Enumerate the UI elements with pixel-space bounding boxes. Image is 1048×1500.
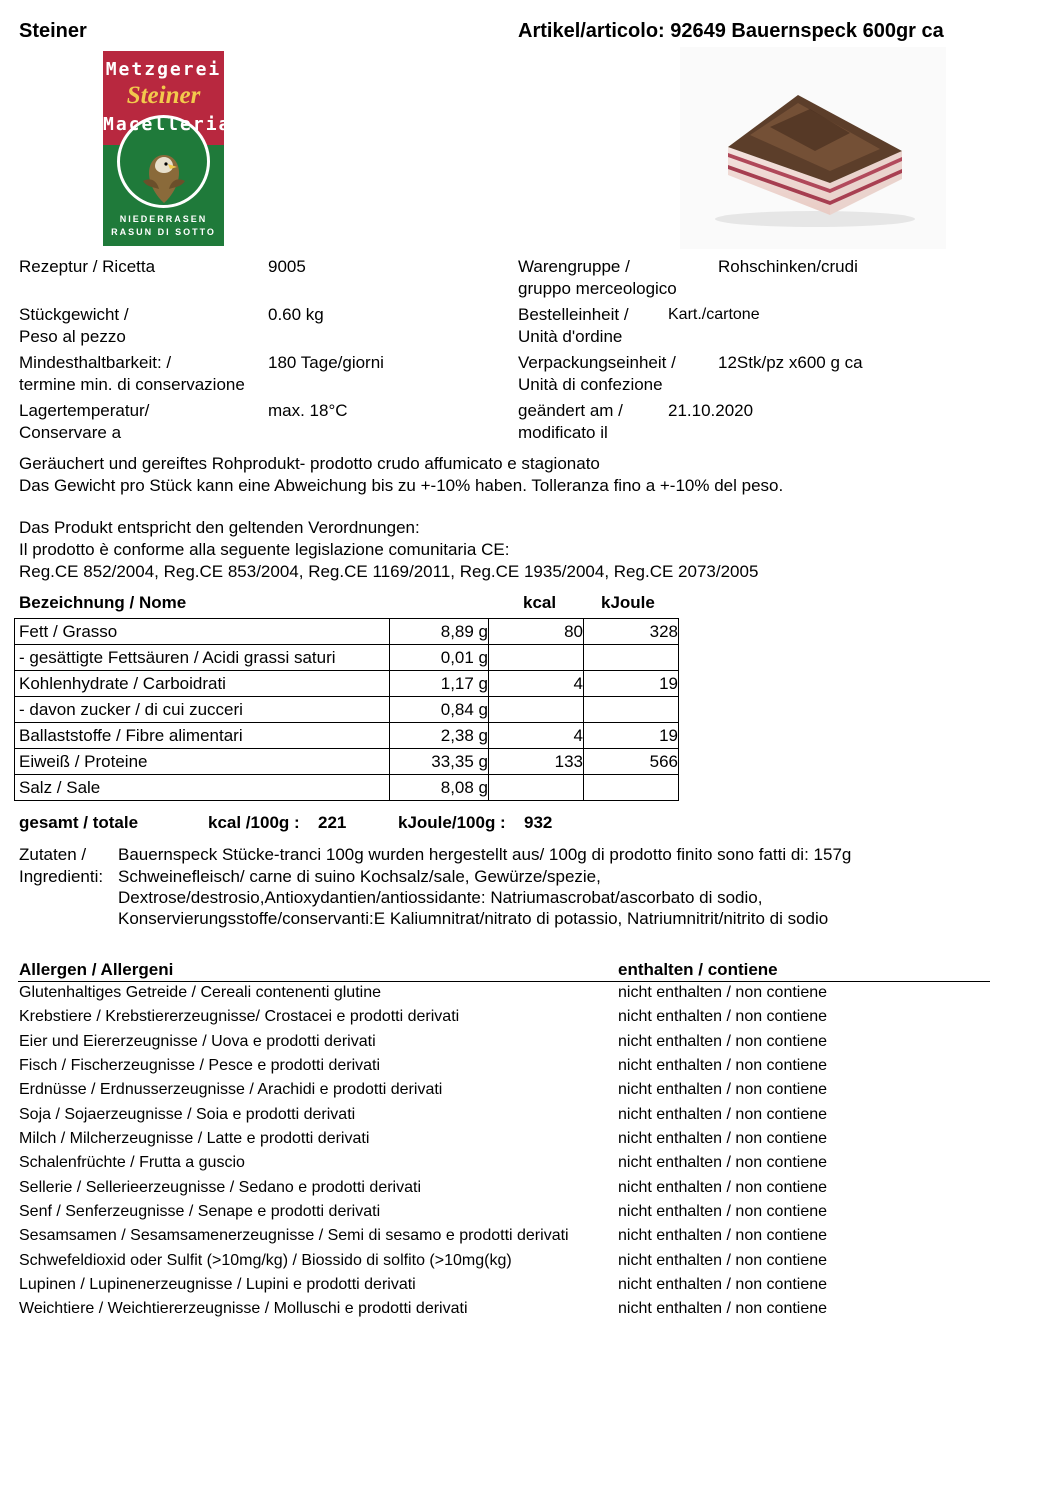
ingredients-label-de: Zutaten / — [19, 845, 87, 864]
allergens-divider — [18, 981, 990, 982]
nutrient-kj: 19 — [584, 723, 679, 749]
allergen-name: Senf / Senferzeugnisse / Senape e prodotti derivati — [19, 1203, 381, 1220]
brand-name: Steiner — [19, 20, 87, 42]
allergen-status: nicht enthalten / non contiene — [618, 1252, 828, 1269]
nutrient-kj — [584, 775, 679, 801]
nutrition-header-kj: kJoule — [601, 593, 655, 612]
allergen-status: nicht enthalten / non contiene — [618, 1106, 828, 1123]
description-line3: Das Produkt entspricht den geltenden Verordnungen: — [19, 518, 420, 537]
total-kcal-label: kcal /100g : — [208, 813, 300, 832]
allergen-status: nicht enthalten / non contiene — [618, 1179, 828, 1196]
table-row — [15, 749, 679, 775]
nutrient-kcal: 80 — [489, 619, 584, 645]
table-row — [15, 723, 679, 749]
allergen-row — [19, 1203, 828, 1221]
description-line4: Il prodotto è conforme alla seguente legislazione comunitaria CE: — [19, 540, 510, 559]
nutrition-header-name: Bezeichnung / Nome — [19, 593, 187, 612]
ingredients-line2: Schweinefleisch/ carne di suino Kochsalz/sale, Gewürze/spezie, — [118, 867, 601, 886]
allergen-name: Sesamsamen / Sesamsamenerzeugnisse / Semi di sesamo e prodotti derivati — [19, 1227, 569, 1244]
allergen-row — [19, 1154, 828, 1172]
nutrient-amount: 33,35 g — [390, 749, 489, 775]
allergen-status: nicht enthalten / non contiene — [618, 984, 828, 1001]
nutrient-kj — [584, 697, 679, 723]
nutrient-kcal: 133 — [489, 749, 584, 775]
nutrient-amount: 2,38 g — [390, 723, 489, 749]
allergen-name: Glutenhaltiges Getreide / Cereali contenenti glutine — [19, 984, 381, 1001]
allergens-header-status: enthalten / contiene — [618, 960, 778, 979]
nutrient-amount: 1,17 g — [390, 671, 489, 697]
ingredients-label-it: Ingredienti: — [19, 867, 104, 886]
allergen-name: Weichtiere / Weichtiererzeugnisse / Molluschi e prodotti derivati — [19, 1300, 468, 1317]
spec-bestell-label-de: Bestelleinheit / — [518, 305, 629, 324]
spec-waren-label-de: Warengruppe / — [518, 257, 630, 276]
allergen-row — [19, 1276, 828, 1294]
allergen-row — [19, 1252, 828, 1270]
spec-lager-label-it: Conservare a — [19, 423, 122, 442]
nutrient-kj: 19 — [584, 671, 679, 697]
nutrition-header-kcal: kcal — [523, 593, 557, 612]
nutrient-kcal — [489, 775, 584, 801]
nutrient-amount: 8,08 g — [390, 775, 489, 801]
table-row — [15, 697, 679, 723]
spec-rezeptur-value: 9005 — [268, 257, 306, 276]
nutrient-name: Fett / Grasso — [15, 619, 390, 645]
nutrient-name: Kohlenhydrate / Carboidrati — [15, 671, 390, 697]
total-label: gesamt / totale — [19, 813, 139, 832]
allergen-name: Milch / Milcherzeugnisse / Latte e prodotti derivati — [19, 1130, 370, 1147]
spec-lager-label-de: Lagertemperatur/ — [19, 401, 150, 420]
total-kcal-value: 221 — [318, 813, 347, 832]
allergen-status: nicht enthalten / non contiene — [618, 1154, 828, 1171]
allergen-name: Lupinen / Lupinenerzeugnisse / Lupini e prodotti derivati — [19, 1276, 416, 1293]
spec-geaendert-label-de: geändert am / — [518, 401, 623, 420]
spec-mhd-label-it: termine min. di conservazione — [19, 375, 245, 394]
spec-stueck-label-it: Peso al pezzo — [19, 327, 126, 346]
allergen-status: nicht enthalten / non contiene — [618, 1300, 828, 1317]
table-row — [15, 645, 679, 671]
spec-mhd-label-de: Mindesthaltbarkeit: / — [19, 353, 172, 372]
description-line5: Reg.CE 852/2004, Reg.CE 853/2004, Reg.CE 1169/2011, Reg.CE 1935/2004, Reg.CE 2073/2005 — [19, 562, 759, 581]
spec-geaendert-value: 21.10.2020 — [668, 401, 754, 420]
spec-stueck-value: 0.60 kg — [268, 305, 324, 324]
logo-line3: Macelleria — [103, 114, 232, 135]
allergen-status: nicht enthalten / non contiene — [618, 1130, 828, 1147]
spec-geaendert-label-it: modificato il — [518, 423, 608, 442]
spec-waren-value: Rohschinken/crudi — [718, 257, 858, 276]
allergen-row — [19, 1106, 828, 1124]
allergen-status: nicht enthalten / non contiene — [618, 1008, 828, 1025]
nutrient-kcal: 4 — [489, 723, 584, 749]
spec-bestell-value: Kart./cartone — [668, 306, 760, 323]
total-kj-label: kJoule/100g : — [398, 813, 506, 832]
allergen-name: Soja / Sojaerzeugnisse / Soia e prodotti derivati — [19, 1106, 356, 1123]
nutrient-name: Eiweiß / Proteine — [15, 749, 390, 775]
allergen-name: Eier und Eiererzeugnisse / Uova e prodotti derivati — [19, 1033, 376, 1050]
allergen-row — [19, 1057, 828, 1075]
allergen-name: Erdnüsse / Erdnusserzeugnisse / Arachidi e prodotti derivati — [19, 1081, 443, 1098]
nutrient-name: - davon zucker / di cui zucceri — [15, 697, 390, 723]
table-row — [15, 775, 679, 801]
description-line2: Das Gewicht pro Stück kann eine Abweichung bis zu +-10% haben. Tolleranza fino a +-10% del peso. — [19, 476, 784, 495]
ingredients-line4: Konservierungsstoffe/conservanti:E Kaliumnitrat/nitrato di potassio, Natriumnitrit/nitrito di sodio — [118, 909, 829, 928]
logo-line1: Metzgerei — [105, 59, 222, 80]
allergen-name: Fisch / Fischerzeugnisse / Pesce e prodotti derivati — [19, 1057, 381, 1074]
table-row — [15, 671, 679, 697]
nutrient-kcal — [489, 697, 584, 723]
allergen-row — [19, 1081, 828, 1099]
company-logo — [103, 51, 232, 246]
nutrient-kj: 328 — [584, 619, 679, 645]
nutrient-name: Ballaststoffe / Fibre alimentari — [15, 723, 390, 749]
logo-line5: RASUN DI SOTTO — [111, 227, 216, 237]
allergen-row — [19, 1179, 828, 1197]
spec-stueck-label-de: Stückgewicht / — [19, 305, 129, 324]
nutrient-name: - gesättigte Fettsäuren / Acidi grassi saturi — [15, 645, 390, 671]
logo-line2: Steiner — [126, 82, 201, 109]
product-photo — [680, 47, 946, 249]
allergen-status: nicht enthalten / non contiene — [618, 1203, 828, 1220]
nutrition-table — [14, 618, 679, 801]
allergen-row — [19, 1130, 828, 1148]
allergen-name: Sellerie / Sellerieerzeugnisse / Sedano e prodotti derivati — [19, 1179, 422, 1196]
allergen-row — [19, 1300, 828, 1318]
spec-bestell-label-it: Unità d'ordine — [518, 327, 623, 346]
allergen-status: nicht enthalten / non contiene — [618, 1057, 828, 1074]
nutrient-name: Salz / Sale — [15, 775, 390, 801]
allergen-row — [19, 984, 828, 1002]
allergen-row — [19, 1033, 828, 1051]
spec-verpack-label-de: Verpackungseinheit / — [518, 353, 676, 372]
allergen-name: Schalenfrüchte / Frutta a guscio — [19, 1154, 245, 1171]
spec-waren-label-it: gruppo merceologico — [518, 279, 677, 298]
spec-lager-value: max. 18°C — [268, 401, 348, 420]
nutrient-amount: 0,01 g — [390, 645, 489, 671]
spec-mhd-value: 180 Tage/giorni — [268, 353, 384, 372]
eagle-icon — [137, 151, 191, 207]
ingredients-line3: Dextrose/destrosio,Antioxydantien/antiossidante: Natriumascrobat/ascorbato di sodio, — [118, 888, 763, 907]
allergen-status: nicht enthalten / non contiene — [618, 1033, 828, 1050]
nutrient-kj: 566 — [584, 749, 679, 775]
description-line1: Geräuchert und gereiftes Rohprodukt- prodotto crudo affumicato e stagionato — [19, 454, 600, 473]
allergen-row — [19, 1227, 828, 1245]
nutrient-kcal: 4 — [489, 671, 584, 697]
allergen-status: nicht enthalten / non contiene — [618, 1081, 828, 1098]
spec-verpack-value: 12Stk/pz x600 g ca — [718, 353, 863, 372]
spec-verpack-label-it: Unità di confezione — [518, 375, 663, 394]
nutrient-kj — [584, 645, 679, 671]
nutrient-kcal — [489, 645, 584, 671]
table-row — [15, 619, 679, 645]
allergen-name: Krebstiere / Krebstiererzeugnisse/ Crostacei e prodotti derivati — [19, 1008, 460, 1025]
allergen-status: nicht enthalten / non contiene — [618, 1227, 828, 1244]
logo-line4: NIEDERRASEN — [119, 214, 208, 224]
allergen-name: Schwefeldioxid oder Sulfit (>10mg/kg) / Biossido di solfito (>10mg(kg) — [19, 1252, 512, 1269]
allergen-status: nicht enthalten / non contiene — [618, 1276, 828, 1293]
article-title: Artikel/articolo: 92649 Bauernspeck 600gr ca — [518, 20, 944, 42]
nutrient-amount: 8,89 g — [390, 619, 489, 645]
nutrient-amount: 0,84 g — [390, 697, 489, 723]
ingredients-line1: Bauernspeck Stücke-tranci 100g wurden hergestellt aus/ 100g di prodotto finito sono fatti di: 157g — [118, 845, 852, 864]
allergens-header-name: Allergen / Allergeni — [19, 960, 174, 979]
spec-rezeptur-label: Rezeptur / Ricetta — [19, 257, 156, 276]
total-kj-value: 932 — [524, 813, 553, 832]
allergen-row — [19, 1008, 828, 1026]
